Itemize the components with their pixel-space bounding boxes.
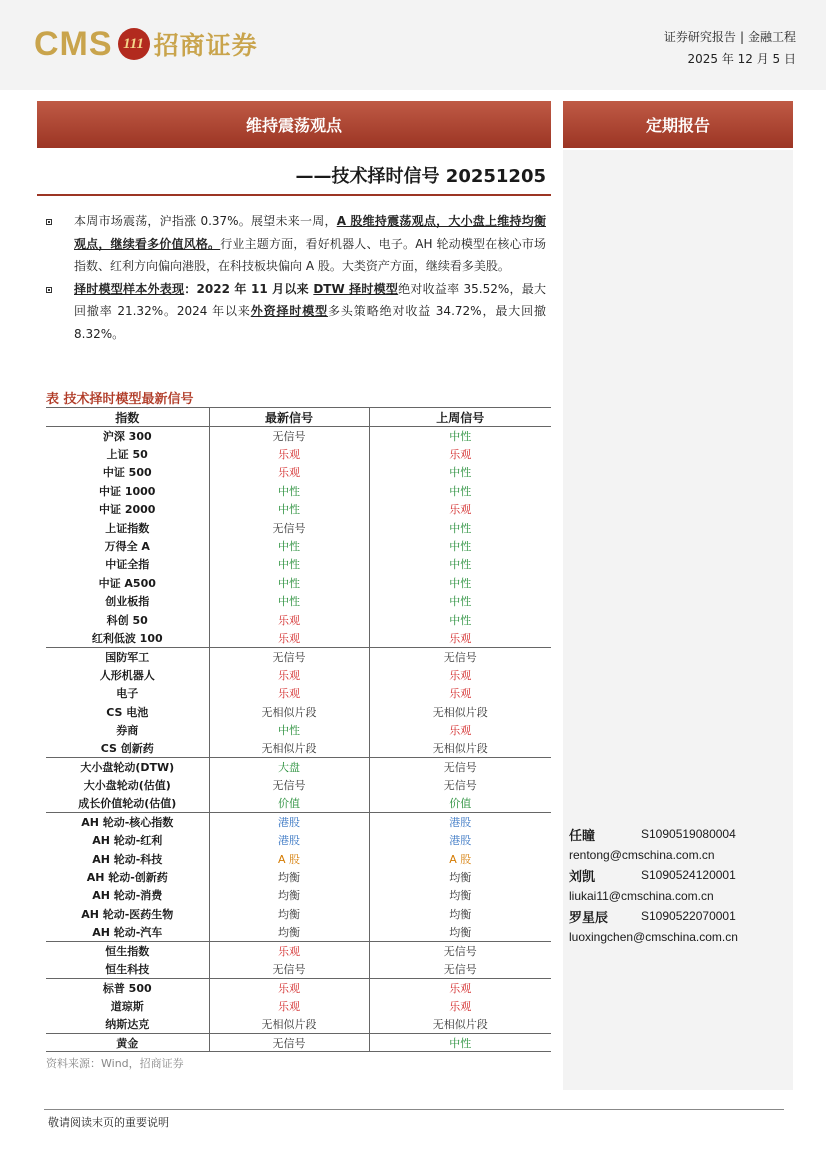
index-cell: 人形机器人 (46, 666, 209, 684)
previous-signal-cell: 无信号 (369, 647, 551, 665)
analyst-email[interactable]: rentong@cmschina.com.cn (569, 847, 715, 862)
latest-signal-cell: 无相似片段 (209, 702, 369, 720)
summary-highlight: A 股维持震荡观点，大小盘上维持均衡观点，继续看多价值风格。 (74, 214, 547, 251)
index-cell: 道琼斯 (46, 997, 209, 1015)
analyst-list (569, 824, 789, 947)
analyst-email[interactable]: luoxingchen@cmschina.com.cn (569, 929, 738, 944)
table-row (46, 831, 551, 849)
previous-signal-cell: 均衡 (449, 889, 472, 903)
previous-signal-cell: 无信号 (369, 941, 551, 959)
index-cell: 红利低波 100 (46, 629, 209, 647)
latest-signal-cell: 中性 (209, 537, 369, 555)
summary-bullet-2 (44, 278, 546, 346)
latest-signal-cell: 乐观 (209, 629, 369, 647)
summary-highlight: 择时模型样本外表现 (74, 281, 185, 296)
latest-signal-cell: 乐观 (209, 610, 369, 628)
table-row (46, 537, 551, 555)
index-cell: 恒生指数 (46, 941, 209, 959)
table-row (46, 960, 551, 978)
summary-text: 绝对收益率 35.52%，最大回撤率 21.32%。2024 年以来 (74, 281, 547, 318)
previous-signal-cell: 乐观 (449, 687, 472, 701)
previous-signal-cell: 价值 (449, 797, 472, 811)
latest-signal-cell: 中性 (209, 555, 369, 573)
report-tag: 定期报告 (645, 116, 710, 135)
previous-signal-cell: A 股 (449, 852, 472, 866)
previous-signal-cell: 乐观 (449, 631, 472, 645)
title-divider (37, 194, 551, 196)
latest-signal-cell: 价值 (209, 794, 369, 812)
index-cell: 中证 500 (46, 463, 209, 481)
table-row (46, 666, 551, 684)
index-cell: AH 轮动-创新药 (46, 868, 209, 886)
latest-signal-cell: 乐观 (209, 978, 369, 996)
table-row (46, 427, 551, 445)
table-row (46, 758, 551, 776)
index-cell: 国防军工 (46, 647, 209, 665)
header-previous: 上周信号 (369, 408, 551, 427)
table-row (46, 1033, 551, 1051)
main-title: 维持震荡观点 (245, 116, 342, 135)
latest-signal-cell: 中性 (209, 574, 369, 592)
index-cell: CS 电池 (46, 702, 209, 720)
index-cell: 沪深 300 (46, 427, 209, 445)
table-row (46, 610, 551, 628)
table-row (46, 997, 551, 1015)
analyst-row (569, 824, 789, 845)
previous-signal-cell: 乐观 (449, 999, 472, 1013)
table-source: 资料来源：Wind，招商证券 (46, 1057, 184, 1070)
index-cell: 中证 A500 (46, 574, 209, 592)
index-cell: 成长价值轮动(估值) (46, 794, 209, 812)
latest-signal-cell: 乐观 (209, 463, 369, 481)
side-panel (563, 150, 793, 1090)
latest-signal-cell: 乐观 (209, 445, 369, 463)
index-cell: 恒生科技 (46, 960, 209, 978)
table-row (46, 905, 551, 923)
analyst-name: 刘凯 (569, 869, 596, 885)
table-row (46, 776, 551, 794)
previous-signal-cell: 中性 (449, 595, 472, 609)
index-cell: 上证指数 (46, 518, 209, 536)
previous-signal-cell: 无信号 (443, 962, 477, 976)
previous-signal-cell: 港股 (369, 813, 551, 831)
latest-signal-cell: 乐观 (209, 941, 369, 959)
table-row (46, 721, 551, 739)
footer-note: 敬请阅读末页的重要说明 (48, 1116, 169, 1129)
analyst-name: 罗星辰 (569, 910, 609, 926)
header-index: 指数 (46, 408, 209, 427)
latest-signal-cell: 中性 (209, 721, 369, 739)
summary-bullet-1 (44, 210, 546, 278)
index-cell: 大小盘轮动(估值) (46, 776, 209, 794)
table-row (46, 647, 551, 665)
index-cell: 标普 500 (46, 978, 209, 996)
latest-signal-cell: 无信号 (209, 427, 369, 445)
previous-signal-cell: 中性 (449, 429, 472, 443)
previous-signal-cell: 中性 (449, 558, 472, 572)
logo-emblem-icon: 111 (118, 28, 150, 60)
previous-signal-cell: 无信号 (369, 758, 551, 776)
report-meta: 证券研究报告 | 金融工程 2025 年 12 月 5 日 (664, 26, 796, 70)
table-row (46, 1015, 551, 1033)
latest-signal-cell: 无信号 (209, 518, 369, 536)
previous-signal-cell: 中性 (449, 521, 472, 535)
latest-signal-cell: 中性 (209, 482, 369, 500)
previous-signal-cell: 均衡 (449, 907, 472, 921)
latest-signal-cell: 港股 (209, 831, 369, 849)
index-cell: 中证 2000 (46, 500, 209, 518)
previous-signal-cell: 乐观 (449, 448, 472, 462)
previous-signal-cell: 乐观 (449, 723, 472, 737)
table-row (46, 868, 551, 886)
header-latest: 最新信号 (209, 408, 369, 427)
summary-text: 多头策略绝对收益 34.72%，最大回撤 8.32%。 (74, 304, 546, 341)
logo-latin: CMS (34, 24, 113, 63)
analyst-row (569, 906, 789, 927)
table-row (46, 592, 551, 610)
previous-signal-cell: 均衡 (449, 871, 472, 885)
index-cell: AH 轮动-核心指数 (46, 813, 209, 831)
table-body (46, 427, 551, 1052)
report-tag-bar (563, 101, 793, 148)
table-row (46, 629, 551, 647)
table-row (46, 574, 551, 592)
index-cell: 中证 1000 (46, 482, 209, 500)
analyst-row (569, 865, 789, 886)
table-row (46, 978, 551, 996)
table-row (46, 555, 551, 573)
signal-table (46, 407, 551, 1052)
previous-signal-cell: 中性 (449, 576, 472, 590)
previous-signal-cell: 无信号 (443, 779, 477, 793)
table-row (46, 445, 551, 463)
previous-signal-cell: 中性 (449, 613, 472, 627)
latest-signal-cell: 均衡 (209, 868, 369, 886)
table-row (46, 941, 551, 959)
page-header (0, 0, 826, 90)
latest-signal-cell: 乐观 (209, 684, 369, 702)
latest-signal-cell: 无信号 (209, 960, 369, 978)
index-cell: 创业板指 (46, 592, 209, 610)
latest-signal-cell: 均衡 (209, 905, 369, 923)
table-row (46, 702, 551, 720)
table-row (46, 923, 551, 941)
analyst-email[interactable]: liukai11@cmschina.com.cn (569, 888, 714, 903)
index-cell: AH 轮动-消费 (46, 886, 209, 904)
previous-signal-cell: 中性 (369, 1033, 551, 1051)
latest-signal-cell: 均衡 (209, 923, 369, 941)
report-category: 金融工程 (747, 30, 796, 44)
footer-divider (44, 1109, 784, 1110)
table-row (46, 482, 551, 500)
latest-signal-cell: 乐观 (209, 997, 369, 1015)
previous-signal-cell: 中性 (449, 466, 472, 480)
index-cell: 科创 50 (46, 610, 209, 628)
summary-highlight: DTW 择时模型 (313, 281, 399, 296)
table-caption: 表 技术择时模型最新信号 (46, 392, 194, 407)
table-header-row (46, 408, 551, 427)
previous-signal-cell: 乐观 (369, 978, 551, 996)
latest-signal-cell: 均衡 (209, 886, 369, 904)
latest-signal-cell: 中性 (209, 500, 369, 518)
bullet-square-icon (46, 287, 52, 293)
analyst-id: S1090519080004 (641, 827, 736, 842)
table-row (46, 518, 551, 536)
index-cell: AH 轮动-汽车 (46, 923, 209, 941)
table-row (46, 684, 551, 702)
summary-text: 行业主题方面，看好机器人、电子。AH 轮动模型在核心市场指数、红利方向偏向港股，在科技板块偏向 A 股。大类资产方面，继续看多美股。 (74, 236, 546, 273)
report-date: 2025 年 12 月 5 日 (687, 52, 796, 66)
latest-signal-cell: 中性 (209, 592, 369, 610)
latest-signal-cell: 大盘 (209, 758, 369, 776)
latest-signal-cell: 无相似片段 (209, 1015, 369, 1033)
previous-signal-cell: 中性 (449, 484, 472, 498)
previous-signal-cell: 乐观 (449, 503, 472, 517)
analyst-id: S1090522070001 (641, 909, 736, 924)
table-row (46, 886, 551, 904)
previous-signal-cell: 乐观 (449, 668, 472, 682)
summary-text: ：2022 年 11 月以来 (184, 281, 314, 296)
previous-signal-cell: 港股 (449, 834, 472, 848)
index-cell: AH 轮动-科技 (46, 849, 209, 867)
index-cell: 大小盘轮动(DTW) (46, 758, 209, 776)
previous-signal-cell: 无相似片段 (432, 705, 488, 719)
report-type: 证券研究报告 (663, 30, 736, 44)
latest-signal-cell: 无信号 (209, 647, 369, 665)
logo-chinese: 招商证券 (153, 31, 258, 60)
latest-signal-cell: 乐观 (209, 666, 369, 684)
latest-signal-cell: 无信号 (209, 1033, 369, 1051)
bullet-square-icon (46, 219, 52, 225)
index-cell: 纳斯达克 (46, 1015, 209, 1033)
previous-signal-cell: 中性 (449, 540, 472, 554)
index-cell: 电子 (46, 684, 209, 702)
table-row (46, 500, 551, 518)
table-row (46, 813, 551, 831)
index-cell: AH 轮动-医药生物 (46, 905, 209, 923)
index-cell: 中证全指 (46, 555, 209, 573)
table-row (46, 849, 551, 867)
index-cell: 上证 50 (46, 445, 209, 463)
previous-signal-cell: 均衡 (449, 925, 472, 939)
latest-signal-cell: 无相似片段 (209, 739, 369, 757)
previous-signal-cell: 无相似片段 (432, 1017, 488, 1031)
cms-logo (34, 24, 258, 64)
summary-section (44, 210, 546, 345)
index-cell: CS 创新药 (46, 739, 209, 757)
latest-signal-cell: 无信号 (209, 776, 369, 794)
latest-signal-cell: A 股 (209, 849, 369, 867)
index-cell: 黄金 (46, 1033, 209, 1051)
analyst-name: 任瞳 (569, 828, 596, 844)
index-cell: 券商 (46, 721, 209, 739)
analyst-id: S1090524120001 (641, 868, 736, 883)
summary-highlight: 外资择时模型 (250, 304, 329, 318)
subtitle: ——技术择时信号 20251205 (295, 166, 546, 187)
summary-text: 本周市场震荡，沪指涨 0.37%。展望未来一周， (74, 214, 337, 228)
table-row (46, 463, 551, 481)
latest-signal-cell: 港股 (209, 813, 369, 831)
table-row (46, 739, 551, 757)
index-cell: 万得全 A (46, 537, 209, 555)
main-title-bar (37, 101, 551, 148)
previous-signal-cell: 无相似片段 (432, 742, 488, 756)
index-cell: AH 轮动-红利 (46, 831, 209, 849)
table-row (46, 794, 551, 812)
